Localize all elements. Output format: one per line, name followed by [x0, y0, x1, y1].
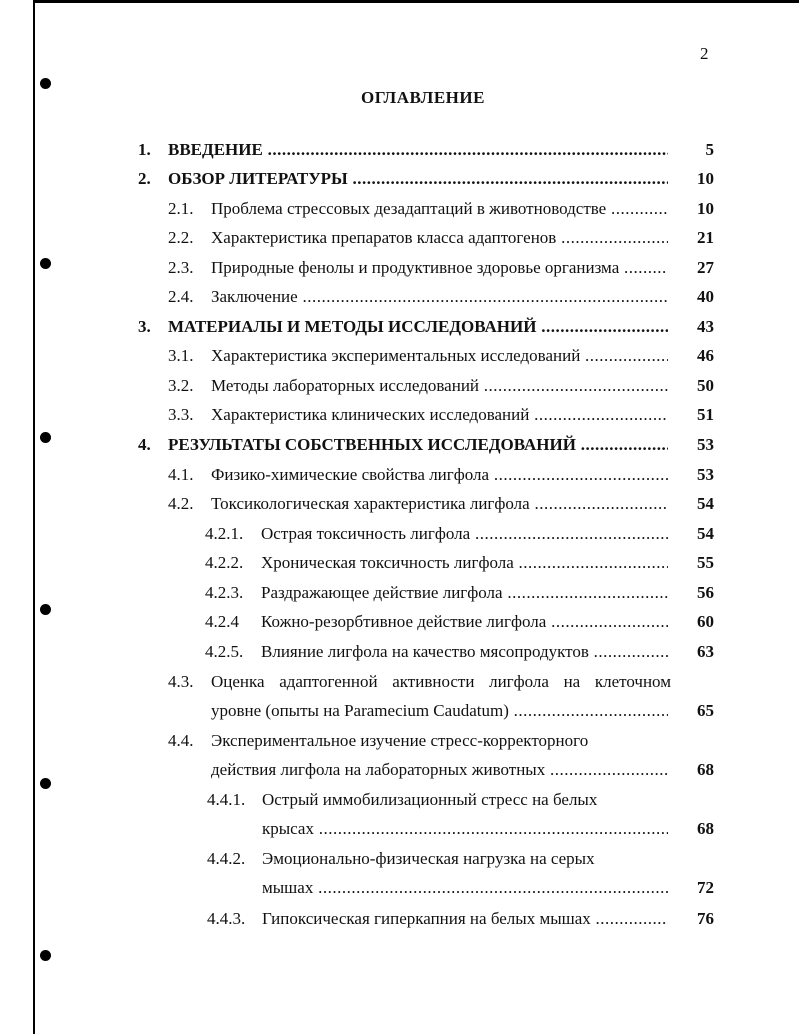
toc-entry-page: 68: [697, 760, 714, 779]
toc-entry-title: Природные фенолы и продуктивное здоровье организма .....: [211, 257, 668, 279]
toc-entry[interactable]: [138, 434, 668, 456]
scan-left-border: [33, 0, 35, 1034]
toc-entry-title: Методы лабораторных исследований .....: [211, 375, 668, 397]
toc-entry-page: 40: [697, 287, 714, 306]
toc-entry-title: Острая токсичность лигфола .....: [261, 523, 668, 545]
page-number: 2: [700, 44, 709, 63]
toc-entry-page: 21: [697, 228, 714, 247]
toc-entry-number: 4.2.1.: [205, 524, 244, 543]
toc-entry-continuation[interactable]: [207, 818, 668, 840]
toc-entry-title: ОБЗОР ЛИТЕРАТУРЫ .....: [168, 168, 668, 190]
toc-entry-number: 3.1.: [168, 346, 194, 365]
toc-entry-number: 4.2.5.: [205, 642, 244, 661]
toc-entry-title: Токсикологическая характеристика лигфола .....: [211, 493, 668, 515]
scan-top-border: [33, 0, 799, 3]
toc-entry-number: 4.2.: [168, 494, 194, 513]
toc-entry[interactable]: [205, 611, 668, 633]
toc-entry-title: крысах .....: [262, 818, 668, 840]
binder-hole-mark: [40, 604, 51, 615]
toc-entry-number: 3.2.: [168, 376, 194, 395]
binder-hole-mark: [40, 258, 51, 269]
binder-hole-mark: [40, 778, 51, 789]
toc-entry-number: 2.1.: [168, 199, 194, 218]
toc-entry-page: 10: [697, 169, 714, 188]
toc-entry-number: 4.3.: [168, 672, 194, 691]
toc-entry-number: 3.3.: [168, 405, 194, 424]
toc-entry[interactable]: [168, 671, 671, 693]
toc-entry-page: 54: [697, 494, 714, 513]
toc-entry-page: 50: [697, 376, 714, 395]
toc-entry-page: 27: [697, 258, 714, 277]
toc-entry-title-line1: Эмоционально-физическая нагрузка на серых: [262, 849, 595, 868]
toc-entry-number: 3.: [138, 317, 151, 336]
toc-entry-title: РЕЗУЛЬТАТЫ СОБСТВЕННЫХ ИССЛЕДОВАНИЙ .....: [168, 434, 668, 456]
toc-entry-title: Раздражающее действие лигфола .....: [261, 582, 668, 604]
binder-hole-mark: [40, 432, 51, 443]
toc-entry-title-line1: Оценка адаптогенной активности лигфола на клеточном: [211, 672, 671, 691]
toc-entry-number: 4.2.4: [205, 612, 239, 631]
toc-entry-title: Хроническая токсичность лигфола .....: [261, 552, 668, 574]
toc-entry-page: 43: [697, 317, 714, 336]
toc-entry-page: 56: [697, 583, 714, 602]
toc-entry[interactable]: [168, 493, 668, 515]
toc-entry-number: 2.3.: [168, 258, 194, 277]
toc-entry[interactable]: [205, 523, 668, 545]
toc-entry[interactable]: [205, 552, 668, 574]
toc-entry-number: 4.: [138, 435, 151, 454]
toc-entry-title: Характеристика препаратов класса адаптогенов .....: [211, 227, 668, 249]
toc-entry[interactable]: [207, 908, 668, 930]
toc-entry-number: 4.2.2.: [205, 553, 244, 572]
toc-entry[interactable]: [168, 345, 668, 367]
toc-entry[interactable]: [138, 168, 668, 190]
toc-entry[interactable]: [168, 375, 668, 397]
toc-entry-title: действия лигфола на лабораторных животных .....: [211, 759, 668, 781]
toc-entry[interactable]: [207, 848, 668, 870]
toc-entry-number: 2.4.: [168, 287, 194, 306]
toc-entry-number: 4.4.2.: [207, 849, 246, 868]
toc-entry-title: уровне (опыты на Paramecium Caudatum) .....: [211, 700, 668, 722]
toc-entry-title: Кожно-резорбтивное действие лигфола .....: [261, 611, 668, 633]
toc-entry-page: 76: [697, 909, 714, 928]
toc-entry-continuation[interactable]: [168, 700, 668, 722]
toc-entry[interactable]: [168, 227, 668, 249]
toc-entry-title: Влияние лигфола на качество мясопродуктов .....: [261, 641, 668, 663]
toc-heading: ОГЛАВЛЕНИЕ: [361, 88, 485, 107]
toc-entry-page: 53: [697, 465, 714, 484]
toc-entry[interactable]: [205, 582, 668, 604]
toc-entry[interactable]: [138, 316, 668, 338]
toc-entry-page: 10: [697, 199, 714, 218]
toc-entry-title: мышах .....: [262, 877, 668, 899]
toc-entry-page: 54: [697, 524, 714, 543]
toc-entry-page: 46: [697, 346, 714, 365]
toc-entry-page: 68: [697, 819, 714, 838]
toc-entry[interactable]: [207, 789, 668, 811]
toc-entry-page: 51: [697, 405, 714, 424]
toc-entry-title: ВВЕДЕНИЕ .....: [168, 139, 668, 161]
toc-entry-continuation[interactable]: [168, 759, 668, 781]
toc-entry-page: 65: [697, 701, 714, 720]
toc-entry[interactable]: [138, 139, 668, 161]
toc-entry-title: Характеристика клинических исследований .....: [211, 404, 668, 426]
toc-entry-title: Характеристика экспериментальных исследований .....: [211, 345, 668, 367]
toc-entry-continuation[interactable]: [207, 877, 668, 899]
toc-entry-page: 60: [697, 612, 714, 631]
toc-entry-number: 4.4.3.: [207, 909, 246, 928]
toc-entry-page: 53: [697, 435, 714, 454]
toc-entry[interactable]: [168, 198, 668, 220]
toc-entry[interactable]: [168, 464, 668, 486]
toc-entry-title: Проблема стрессовых дезадаптаций в животноводстве .....: [211, 198, 668, 220]
toc-entry-page: 63: [697, 642, 714, 661]
toc-entry-title: Гипоксическая гиперкапния на белых мышах .....: [262, 908, 668, 930]
toc-entry-title: МАТЕРИАЛЫ И МЕТОДЫ ИССЛЕДОВАНИЙ .....: [168, 316, 668, 338]
toc-entry[interactable]: [168, 730, 668, 752]
toc-entry-page: 5: [705, 140, 714, 159]
toc-entry-number: 1.: [138, 140, 151, 159]
toc-entry-page: 55: [697, 553, 714, 572]
toc-entry-number: 4.4.1.: [207, 790, 246, 809]
toc-entry[interactable]: [168, 286, 668, 308]
toc-entry-title-line1: Экспериментальное изучение стресс-корректорного: [211, 731, 589, 750]
toc-entry[interactable]: [168, 257, 668, 279]
toc-entry-title: Заключение .....: [211, 286, 668, 308]
toc-entry-number: 4.1.: [168, 465, 194, 484]
toc-entry-title: Физико-химические свойства лигфола .....: [211, 464, 668, 486]
binder-hole-mark: [40, 950, 51, 961]
toc-entry-number: 2.: [138, 169, 151, 188]
toc-entry-page: 72: [697, 878, 714, 897]
toc-entry-number: 2.2.: [168, 228, 194, 247]
toc-entry-title-line1: Острый иммобилизационный стресс на белых: [262, 790, 598, 809]
toc-entry[interactable]: [205, 641, 668, 663]
toc-entry-number: 4.2.3.: [205, 583, 244, 602]
toc-entry[interactable]: [168, 404, 668, 426]
toc-entry-number: 4.4.: [168, 731, 194, 750]
